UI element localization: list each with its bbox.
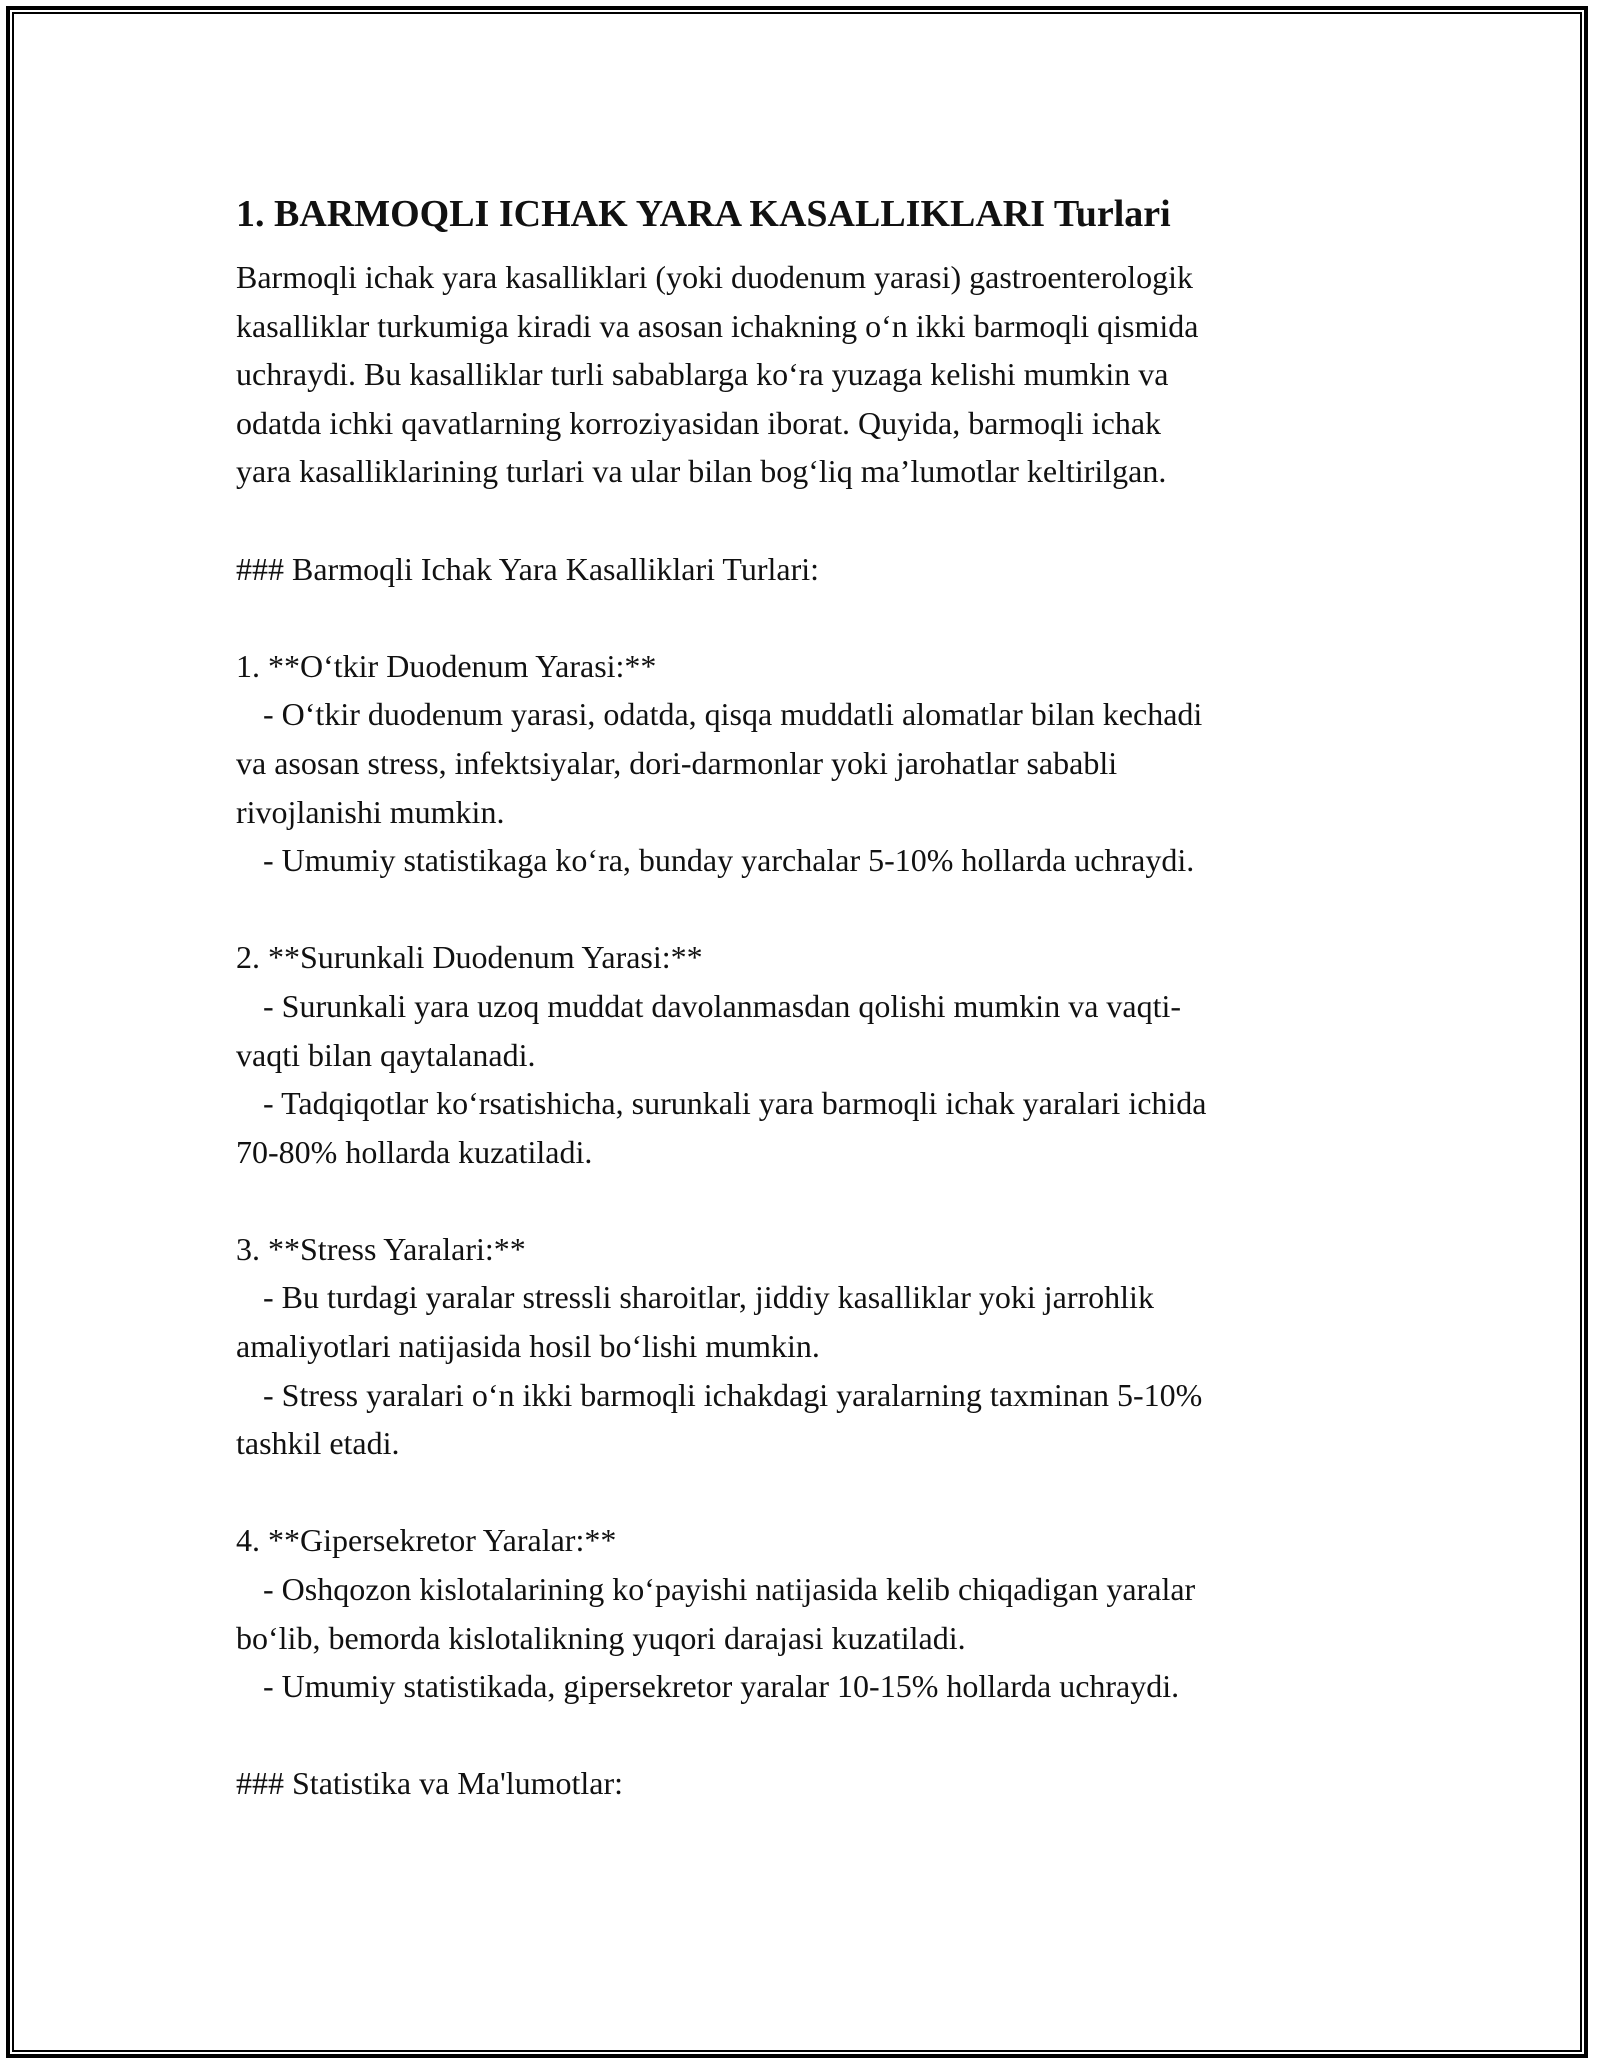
intro-line: uchraydi. Bu kasalliklar turli sabablarga ko‘ra yuzaga kelishi mumkin va: [236, 356, 1169, 393]
type-line: - Umumiy statistikada, gipersekretor yaralar 10-15% hollarda uchraydi.: [263, 1668, 1180, 1705]
blank-line: [236, 1176, 1376, 1225]
type-heading: 2. **Surunkali Duodenum Yarasi:**: [236, 939, 703, 976]
type-line: va asosan stress, infektsiyalar, dori-darmonlar yoki jarohatlar sababli: [236, 744, 1118, 781]
blank-line: [236, 593, 1376, 642]
type-line: - Surunkali yara uzoq muddat davolanmasdan qolishi mumkin va vaqti-: [263, 987, 1182, 1024]
type-line: - Bu turdagi yaralar stressli sharoitlar, jiddiy kasalliklar yoki jarrohlik: [263, 1279, 1154, 1316]
document-title: 1. BARMOQLI ICHAK YARA KASALLIKLARI Turlari: [236, 193, 1171, 235]
type-heading: 1. **O‘tkir Duodenum Yarasi:**: [236, 647, 657, 684]
blank-line: [236, 496, 1376, 545]
intro-line: odatda ichki qavatlarning korroziyasidan iborat. Quyida, barmoqli ichak: [236, 404, 1162, 441]
type-line: - Umumiy statistikaga ko‘ra, bunday yarchalar 5-10% hollarda uchraydi.: [263, 842, 1195, 879]
intro-line: yara kasalliklarining turlari va ular bilan bog‘liq ma’lumotlar keltirilgan.: [236, 453, 1167, 490]
type-line: - Tadqiqotlar ko‘rsatishicha, surunkali yara barmoqli ichak yaralari ichida: [263, 1085, 1207, 1122]
type-line: rivojlanishi mumkin.: [236, 793, 505, 830]
section-heading: ### Barmoqli Ichak Yara Kasalliklari Turlari:: [236, 550, 820, 587]
type-line: - Oshqozon kislotalarining ko‘payishi natijasida kelib chiqadigan yaralar: [263, 1571, 1196, 1608]
intro-line: Barmoqli ichak yara kasalliklari (yoki duodenum yarasi) gastroenterologik: [236, 259, 1194, 295]
blank-line: [236, 885, 1376, 934]
type-line: - Stress yaralari o‘n ikki barmoqli ichakdagi yaralarning taxminan 5-10%: [263, 1376, 1203, 1413]
type-block-3: [236, 1225, 1376, 1468]
type-line: - O‘tkir duodenum yarasi, odatda, qisqa muddatli alomatlar bilan kechadi: [263, 696, 1203, 733]
intro-paragraph: [236, 253, 1376, 496]
type-line: 70-80% hollarda kuzatiladi.: [236, 1133, 593, 1170]
blank-line: [236, 1711, 1376, 1760]
intro-line: kasalliklar turkumiga kiradi va asosan ichakning o‘n ikki barmoqli qismida: [236, 307, 1199, 344]
type-heading: 3. **Stress Yaralari:**: [236, 1230, 526, 1267]
type-block-2: [236, 933, 1376, 1176]
type-block-4: [236, 1516, 1376, 1710]
type-line: amaliyotlari natijasida hosil bo‘lishi mumkin.: [236, 1328, 820, 1365]
stats-heading: ### Statistika va Ma'lumotlar:: [236, 1765, 624, 1802]
type-line: bo‘lib, bemorda kislotalikning yuqori darajasi kuzatiladi.: [236, 1619, 966, 1656]
type-line: vaqti bilan qaytalanadi.: [236, 1036, 536, 1073]
blank-line: [236, 1468, 1376, 1517]
type-block-1: [236, 642, 1376, 885]
type-line: tashkil etadi.: [236, 1425, 400, 1462]
document-body: [236, 183, 1376, 1808]
type-heading: 4. **Gipersekretor Yaralar:**: [236, 1522, 617, 1559]
